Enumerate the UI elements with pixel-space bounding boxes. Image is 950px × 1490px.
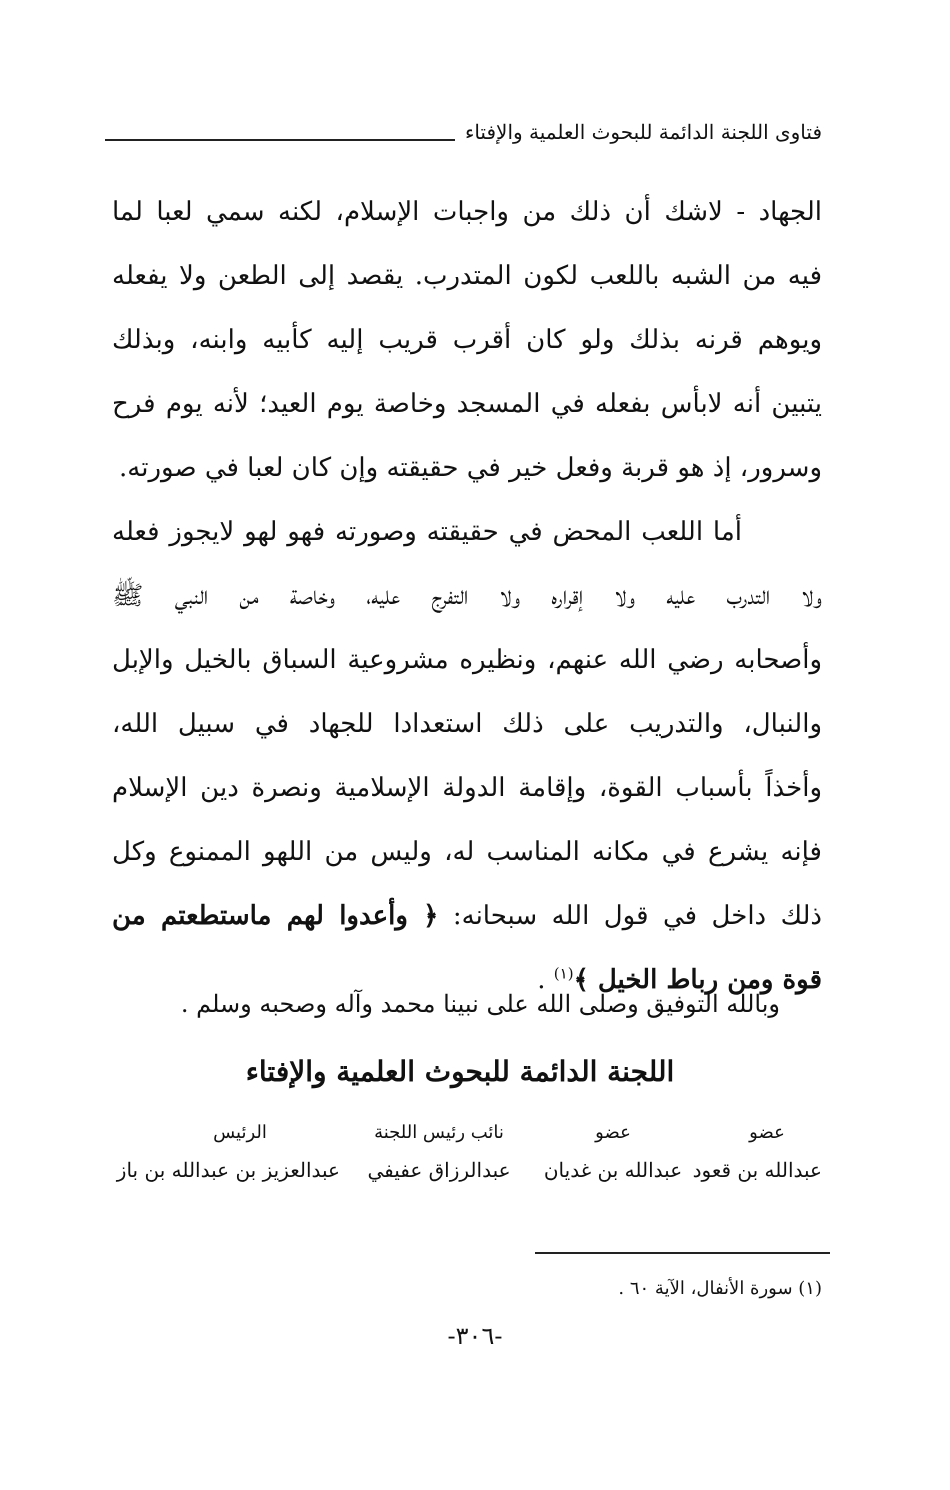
text-line: وأخذاً بأسباب القوة، وإقامة الدولة الإسلامية ونصرة دين الإسلام	[112, 773, 822, 803]
role-member-2: عضو	[595, 1122, 631, 1143]
verse-tail: .	[537, 965, 554, 995]
signatory-names	[116, 1158, 822, 1182]
signatory-roles	[140, 1122, 822, 1143]
verse-intro: ذلك داخل في قول الله سبحانه:	[438, 901, 822, 931]
text-line: ولا التدرب عليه ولا إقراره ولا التفرج عليه، وخاصة من النبي ﷺ	[112, 581, 822, 611]
page-number: -٣٠٦-	[447, 1322, 503, 1350]
footnote-reference[interactable]: (١)	[553, 964, 574, 983]
signatory-name: عبدالرزاق عفيفي	[367, 1158, 511, 1182]
verse-line	[112, 884, 822, 948]
text-line: والنبال، والتدريب على ذلك استعدادا للجهاد في سبيل الله،	[112, 709, 822, 739]
signatory-name: عبدالعزيز بن عبدالله بن باز	[116, 1158, 340, 1182]
closing-prayer: وبالله التوفيق وصلى الله على نبينا محمد وآله وصحبه وسلم .	[180, 990, 780, 1018]
text-line: وسرور، إذ هو قربة وفعل خير في حقيقته وإن كان لعبا في صورته.	[119, 453, 822, 483]
running-header-title: فتاوى اللجنة الدائمة للبحوث العلمية والإفتاء	[464, 120, 822, 144]
text-line: أما اللعب المحض في حقيقته وصورته فهو لهو لايجوز فعله	[112, 517, 742, 547]
role-deputy-chairman: نائب رئيس اللجنة	[374, 1122, 504, 1143]
text-line: فيه من الشبه باللعب لكون المتدرب. يقصد إلى الطعن ولا يفعله	[112, 261, 822, 291]
text-line: وأصحابه رضي الله عنهم، ونظيره مشروعية السباق بالخيل والإبل	[112, 645, 822, 675]
quran-verse-end: قوة ومن رباط الخيل ﴾	[573, 965, 822, 995]
role-member-1: عضو	[749, 1122, 785, 1143]
text-line: ويوهم قرنه بذلك ولو كان أقرب قريب إليه كأبيه وابنه، وبذلك	[112, 325, 822, 355]
signatory-name: عبدالله بن قعود	[692, 1158, 822, 1182]
committee-title: اللجنة الدائمة للبحوث العلمية والإفتاء	[245, 1055, 675, 1088]
text-line: فإنه يشرع في مكانه المناسب له، وليس من اللهو الممنوع وكل	[112, 837, 822, 867]
footnote: (١) سورة الأنفال، الآية ٦٠ .	[618, 1278, 822, 1299]
footnote-separator	[535, 1252, 830, 1254]
header-rule	[105, 139, 455, 141]
quran-verse-start: ﴿ وأعدوا لهم ماستطعتم من	[112, 901, 439, 931]
role-chairman: الرئيس	[213, 1122, 267, 1143]
fatwa-body	[112, 180, 822, 1012]
running-header	[105, 112, 822, 152]
text-line: الجهاد - لاشك أن ذلك من واجبات الإسلام، لكنه سمي لعبا لما	[112, 197, 822, 227]
text-line: يتبين أنه لابأس بفعله في المسجد وخاصة يوم العيد؛ لأنه يوم فرح	[112, 389, 822, 419]
signatory-name: عبدالله بن غديان	[543, 1158, 683, 1182]
